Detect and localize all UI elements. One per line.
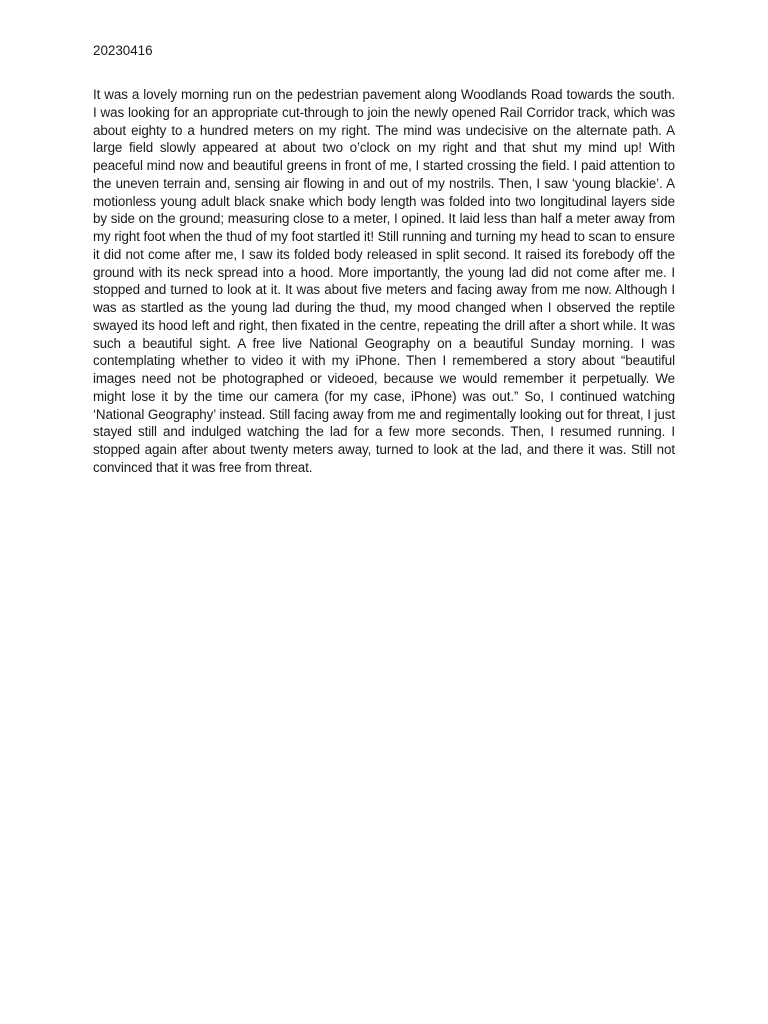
document-body-paragraph: It was a lovely morning run on the pedestrian pavement along Woodlands Road towards the south. I was looking for an appropriate cut-through to join the newly opened Rail Corridor track, which was about eighty to a hundred meters on my right. The mind was undecisive on the alternate path. A large field slowly appeared at about two o’clock on my right and that shut my mind up! With peaceful mind now and beautiful greens in front of me, I started crossing the field. I paid attention to the uneven terrain and, sensing air flowing in and out of my nostrils. Then, I saw ‘young blackie’. A motionless young adult black snake which body length was folded into two longitudinal layers side by side on the ground; measuring close to a meter, I opined. It laid less than half a meter away from my right foot when the thud of my foot startled it! Still running and turning my head to scan to ensure it did not come after me, I saw its folded body released in split second. It raised its forebody off the ground with its neck spread into a hood. More importantly, the young lad did not come after me. I stopped and turned to look at it. It was about five meters and facing away from me now. Although I was as startled as the young lad during the thud, my mood changed when I observed the reptile swayed its hood left and right, then fixated in the centre, repeating the drill after a short while. It was such a beautiful sight. A free live National Geography on a beautiful Sunday morning. I was contemplating whether to video it with my iPhone. Then I remembered a story about “beautiful images need not be photographed or videoed, because we would remember it perpetually. We might lose it by the time our camera (for my case, iPhone) was out.” So, I continued watching ‘National Geography’ instead. Still facing away from me and regimentally looking out for threat, I just stayed still and indulged watching the lad for a few more seconds. Then, I resumed running. I stopped again after about twenty meters away, turned to look at the lad, and there it was. Still not convinced that it was free from threat. <box>93 87 675 475</box>
document-date: 20230416 <box>93 43 153 58</box>
